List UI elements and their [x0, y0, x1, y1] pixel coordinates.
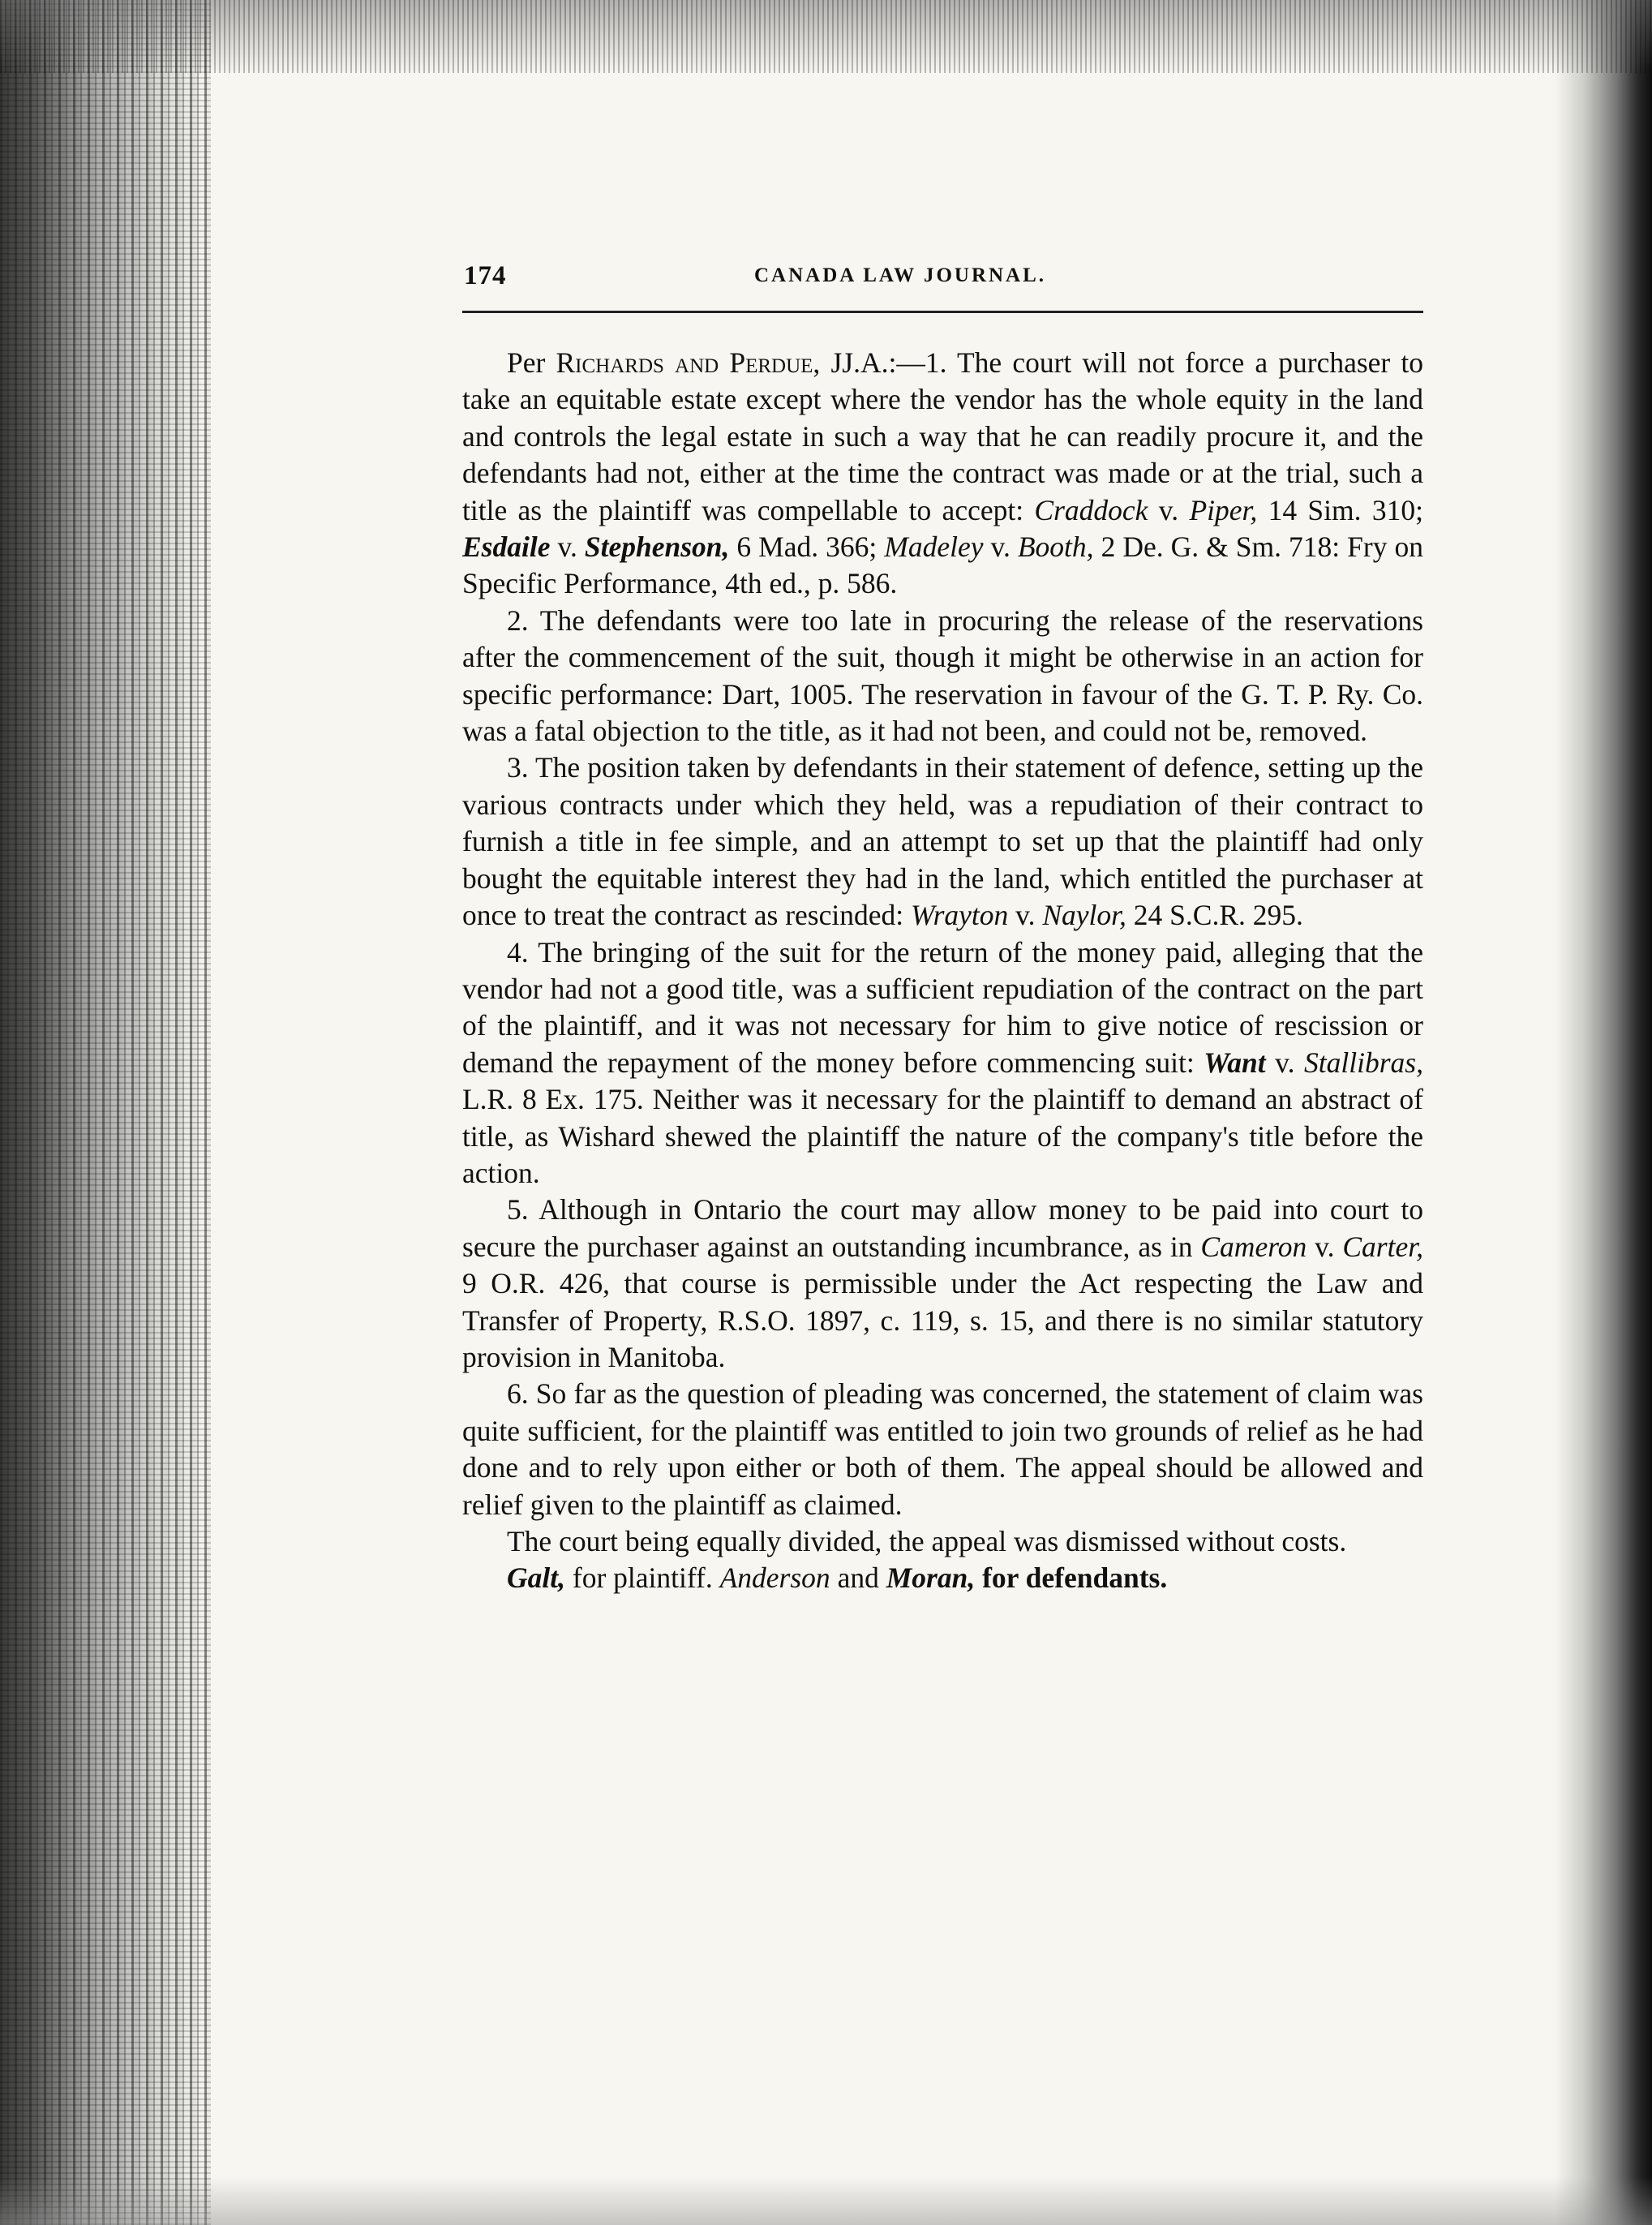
text-run: v. [1008, 899, 1043, 932]
text-run: Carter, [1342, 1230, 1423, 1263]
text-run: The court being equally divided, the appeal was dismissed without costs. [507, 1525, 1347, 1557]
paragraph [462, 1192, 1423, 1376]
running-head [462, 243, 1427, 292]
paragraph [462, 1560, 1423, 1596]
scan-left-noise [0, 0, 211, 2225]
paragraph [462, 750, 1423, 934]
text-run: for plaintiff. [565, 1561, 720, 1595]
text-run: Galt, [507, 1561, 565, 1595]
text-run: 6 Mad. 366; [729, 530, 885, 564]
text-run: 6. So far as the question of pleading was concerned, the statement of claim was quite sufficient, for the plaintiff was entitled to join two grounds of relief as he had done and to rely upon either or both of them. The appeal should be allowed and relief given to the plaintiff as claimed. [462, 1377, 1423, 1521]
text-run: Anderson [719, 1561, 830, 1595]
text-run: Moran, [886, 1561, 976, 1595]
page-number: 174 [464, 261, 507, 290]
text-run: v. [1307, 1230, 1343, 1263]
text-run: JJ.A.:—1. The court will not force a purchaser to take an equitable estate except where the vendor has the whole equity in the land and controls the legal estate in such a way that he can readily procure it, and the defendants had not, either at the time the contract was made or at the trial, such a title as the plaintiff was compellable to accept: [462, 346, 1424, 526]
text-run: 2. The defendants were too late in procuring the release of the reservations after the commencement of the suit, though it might be otherwise in an action for specific performance: Dart, 1005. The reservation in favour of the G. T. P. Ry. Co. was a fatal objection to the title, as it had not been, and could not be, removed. [462, 603, 1423, 748]
text-run: 4. The bringing of the suit for the return of the money paid, alleging that the vendor had not a good title, was a sufficient repudiation of the contract on the part of the plaintiff, and it was not necessary for him to give notice of rescission or demand the repayment of the money before commencing suit: [462, 935, 1423, 1079]
text-run: for defendants. [975, 1561, 1168, 1595]
text-run: 3. The position taken by defendants in their statement of defence, setting up the various contracts under which they held, was a repudiation of their contract to furnish a title in fee simple, and an attempt to set up that the plaintiff had only bought the equitable interest they had in the land, which entitled the purchaser at once to treat the contract as rescinded: [462, 751, 1423, 932]
text-run: 2 De. G. & Sm. 718: Fry on Specific Performance, 4th ed., p. 586. [462, 530, 1423, 600]
text-run: Madeley [884, 530, 984, 564]
paragraph [462, 603, 1423, 750]
text-run: and [830, 1561, 886, 1595]
text-run: Want [1204, 1046, 1266, 1079]
text-run: 9 O.R. 426, that course is permissible under the Act respecting the Law and Transfer of Property, R.S.O. 1897, c. 119, s. 15, and there is no similar statutory provision in Manitoba. [462, 1267, 1423, 1373]
text-run: Cameron [1200, 1230, 1307, 1263]
scan-right-border [1555, 0, 1652, 2225]
document-page [462, 243, 1427, 1595]
paragraph [462, 1523, 1423, 1560]
scan-bottom-border [0, 2176, 1652, 2225]
text-run: v. [1148, 493, 1190, 526]
text-run: Craddock [1034, 493, 1148, 526]
text-run: Stallibras, [1304, 1046, 1423, 1079]
paragraph [462, 345, 1423, 603]
text-run: L.R. 8 Ex. 175. Neither was it necessary for the plaintiff to demand an abstract of title, as Wishard shewed the plaintiff the nature of the company's title before the action. [462, 1083, 1423, 1189]
paragraph [462, 934, 1423, 1192]
scan-top-border [0, 0, 1652, 73]
body-text [462, 345, 1423, 1597]
text-run: v. [550, 530, 585, 564]
text-run: Esdaile [462, 530, 551, 564]
header-rule [462, 311, 1423, 313]
text-run: Wrayton [910, 899, 1009, 932]
journal-title: CANADA LAW JOURNAL. [754, 264, 1047, 286]
text-run: 14 Sim. 310; [1257, 493, 1423, 526]
text-run: Per [507, 346, 556, 379]
text-run: Naylor, [1042, 899, 1126, 932]
text-run: 24 S.C.R. 295. [1126, 899, 1303, 932]
text-run: 5. Although in Ontario the court may allow money to be paid into court to secure the purchaser against an outstanding incumbrance, as in [462, 1193, 1423, 1263]
text-run: v. [983, 530, 1018, 564]
text-run: Booth, [1017, 530, 1094, 564]
text-run: Piper, [1189, 493, 1258, 526]
text-run: Stephenson, [584, 530, 730, 564]
paragraph [462, 1376, 1423, 1523]
text-run: v. [1265, 1046, 1305, 1079]
text-run: Richards and Perdue, [556, 346, 821, 379]
